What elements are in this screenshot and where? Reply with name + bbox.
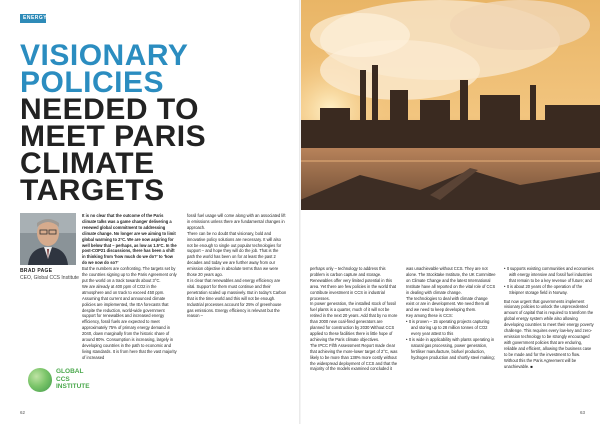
- headline-line-5: CLIMATE: [20, 147, 155, 180]
- logo-wordmark: [56, 368, 90, 391]
- body-paragraph: fossil fuel usage will come along with an associated lift in emissions unless there are fundamental changes in approach.: [187, 213, 286, 230]
- body-paragraph: There can be no doubt that visionary, bold and innovative policy solutions are necessary. It will also not be enough to single out popular technologies for support – and hope they will do the job. That is the path the world has been on for at least the past 2 decades and today we are further away from our emission objective in absolute terms than we were those 20 years ago.: [187, 230, 282, 278]
- page-number-right: 63: [580, 410, 586, 415]
- body-column-3: [310, 266, 398, 372]
- logo-line-2: CCS: [56, 375, 70, 383]
- body-column-2: [187, 213, 287, 319]
- logo-line-3: INSTITUTE: [56, 383, 90, 390]
- globe-icon: [28, 368, 52, 392]
- body-paragraph: It is clear that renewables and energy efficiency are vital. Support for them must continue and their penetration scaled up massively. But in today's Carbon that is the time world and this will not be enough.: [187, 277, 287, 301]
- bullet-item: • It is proven – 15 operating projects capturing and storing up to 28 million tonnes of CO2 every year attest to this: [406, 319, 490, 336]
- section-tag-label: ENERGY: [23, 15, 48, 21]
- body-paragraph: perhaps only – technology to address this problem is carbon capture and storage. Renewables offer very limited potential in this area. Yet there are few policies in the world that contribute investment in CCS in industrial processes.: [310, 266, 397, 301]
- ccs-institute-logo: [28, 368, 118, 394]
- headline-line-2: POLICIES: [20, 66, 165, 99]
- headline-line-3: NEEDED TO: [20, 93, 199, 126]
- body-paragraph: The technologies to deal with climate change exist or are in development. We need them all and we need to keep developing them.: [406, 295, 490, 313]
- body-paragraph: Industrial processes account for 25% of greenhouse gas emissions. Energy efficiency is relevant but the reason –: [187, 301, 282, 319]
- logo-line-1: GLOBAL: [56, 368, 84, 375]
- section-tag: [20, 14, 46, 23]
- headline-line-1: VISIONARY: [20, 39, 189, 72]
- body-paragraph: was unachievable without CCS. They are not alone. The Stocktake Institute, the UK Committee on Climate Change and the latest International Institute have all reported on the vital role of CCS in dealing with climate change.: [406, 266, 496, 295]
- headline-line-6: TARGETS: [20, 174, 165, 207]
- headline: [20, 39, 300, 207]
- body-paragraph: We are already at 400 ppm of CO2 in the atmosphere and on track to exceed 450 ppm.: [82, 283, 165, 295]
- headline-line-4: MEET PARIS: [20, 120, 207, 153]
- body-paragraph: In power generation, the installed stock of fossil fuel plants is a quarter, much of it will not be retired in the next 20 years. Add that by no more than 2000 new coal-fired generators are planned for construction by 2030 Without CCS applied to these facilities there is little hope of achieving the Paris climate objectives.: [310, 301, 398, 342]
- body-column-1: [82, 213, 177, 361]
- page-number-left: 62: [20, 410, 26, 415]
- bullet-item: • It is wide in applicability with plants operating in natural gas processing, power generation, fertiliser manufacture, biofuel production, hydrogen production and shortly steel making;: [406, 336, 495, 360]
- body-paragraph: Key among these is CCS:: [406, 313, 453, 319]
- author-role: CEO, Global CCS Institute: [20, 275, 79, 281]
- body-paragraph: Assuming that current and announced climate policies are implemented, the IEA forecasts that despite the reduction, world-wide government support for renewables and increased energy efficiency, fossil fuels are expected to meet approximately 75% of primary energy demand in 2040, down marginally from the historic share of around 80%. Consumption is increasing, largely in developing countries in the path to economic and living standards. It is from here that the vast majority of increased: [82, 295, 177, 360]
- right-page: [300, 210, 600, 424]
- author-name: BRAD PAGE: [20, 268, 53, 274]
- body-column-4: [406, 266, 496, 361]
- author-portrait-image: [20, 213, 76, 265]
- body-paragraph: But now urgent that governments implement visionary policies to unlock the unprecedented amount of capital that is required to transform the global energy system while also allowing developing countries to meet their energy poverty challenge. This requires every low-key and zero-emission technology to be strongly encouraged with government policies that are enduring, reliable and efficient, allowing the business case to be made and for the investment to flow. Without this the Paris Agreement will be unachievable. ■: [504, 298, 594, 369]
- body-column-5: [504, 266, 594, 369]
- lead-paragraph: It is no clear that the outcome of the Paris climate talks was a game changer delivering a renewed global commitment to addressing climate change. No longer are we aiming to limit global warming to 2°C. We are now aspiring for well below that – perhaps, as low as 1.5°C. In the post-COP21 discussions, there has been a shift in thinking from 'how much do we do?' to 'how do we now do so?': [82, 213, 177, 266]
- body-paragraph: But the numbers are confronting. The targets set by the countries signing up to the Paris Agreement only put the world on a track towards about 3°C.: [82, 266, 177, 283]
- author-portrait: [20, 213, 76, 265]
- bullet-item: • It is about 20 years of the operation of the Sleipner storage field in Norway.: [504, 283, 583, 295]
- bullet-item: • It supports existing communities and economies with energy intensive and fossil fuel industries that remain to be a key revenue of future; and: [504, 266, 594, 283]
- body-paragraph: The IPCC Fifth Assessment Report made clear that achieving the more-lower target of 2°C, was likely to be more than 138% more costly without the widespread deployment of CCS and that the majority of the models examined concluded it: [310, 342, 398, 372]
